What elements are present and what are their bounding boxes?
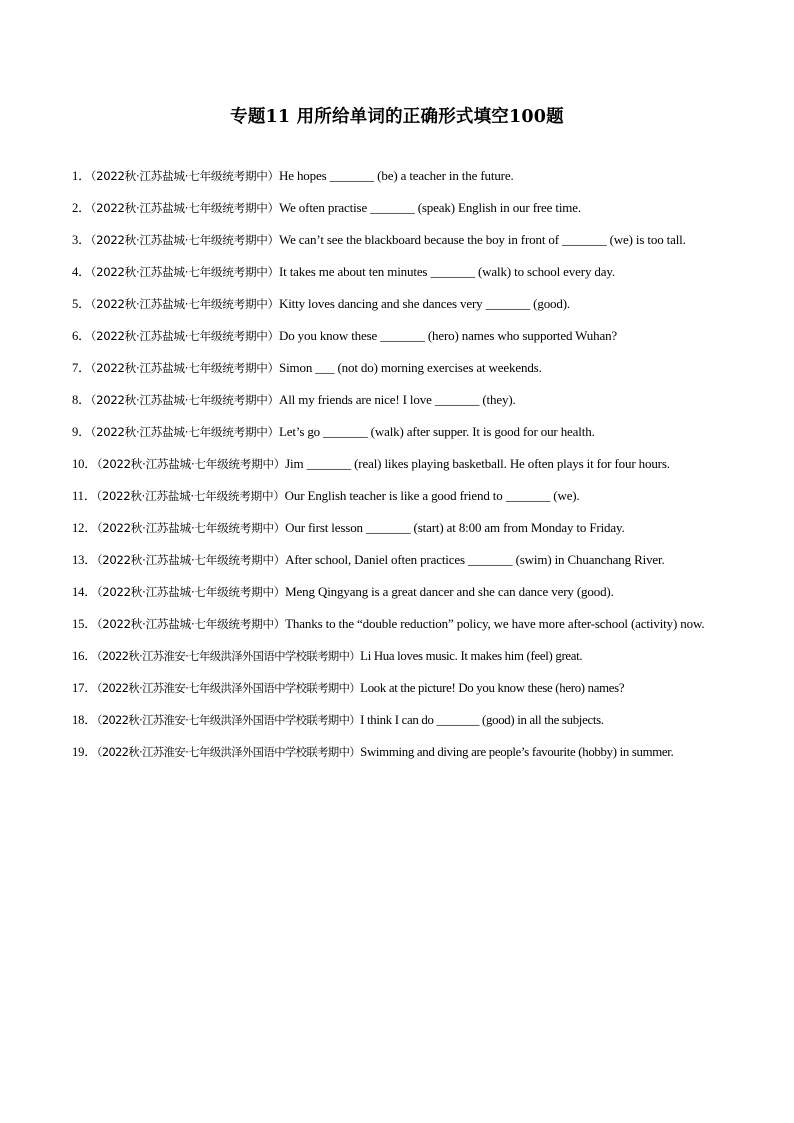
question-text: It takes me about ten minutes _______ (walk) to school every day.	[278, 264, 615, 279]
question-text: Our English teacher is like a good friend to _______ (we).	[284, 488, 580, 503]
question-text: Meng Qingyang is a great dancer and she can dance very (good).	[285, 584, 614, 599]
question-number: 17．	[72, 681, 97, 695]
question-item	[72, 192, 722, 224]
question-text: All my friends are nice! I love _______ (they).	[278, 392, 516, 407]
question-source: （2022秋·江苏盐城·七年级统考期中）	[96, 489, 285, 503]
question-source: （2022秋·江苏盐城·七年级统考期中）	[90, 233, 279, 247]
question-item	[72, 672, 722, 704]
question-number: 5．	[72, 297, 91, 311]
page-title: 专题11 用所给单词的正确形式填空100题	[230, 107, 564, 127]
question-item	[72, 576, 722, 608]
question-text: Let’s go _______ (walk) after supper. It is good for our health.	[278, 424, 595, 439]
question-number: 11．	[72, 489, 97, 503]
question-text: Jim _______ (real) likes playing basketball. He often plays it for four hours.	[285, 456, 670, 471]
question-number: 16．	[72, 649, 97, 663]
question-source: （2022秋·江苏盐城·七年级统考期中）	[90, 265, 279, 279]
question-item	[72, 384, 722, 416]
question-item	[72, 480, 722, 512]
question-source: （2022秋·江苏盐城·七年级统考期中）	[96, 585, 286, 599]
question-text: Kitty loves dancing and she dances very _______ (good).	[278, 296, 571, 311]
question-number: 19．	[72, 745, 97, 759]
question-text: Look at the picture! Do you know these (hero) names?	[360, 681, 625, 695]
question-item	[72, 160, 722, 192]
question-item	[72, 512, 722, 544]
question-number: 9．	[72, 425, 91, 439]
question-source: （2022秋·江苏盐城·七年级统考期中）	[90, 425, 279, 439]
question-item	[72, 736, 722, 768]
question-text: Our first lesson _______ (start) at 8:00 am from Monday to Friday.	[285, 520, 625, 535]
question-source: （2022秋·江苏盐城·七年级统考期中）	[96, 553, 286, 567]
question-text: After school, Daniel often practices _______ (swim) in Chuanchang River.	[285, 552, 665, 567]
question-source: （2022秋·江苏淮安·七年级洪泽外国语中学校联考期中）	[96, 650, 361, 663]
question-source: （2022秋·江苏盐城·七年级统考期中）	[90, 297, 279, 311]
question-item	[72, 704, 722, 736]
question-text: Do you know these _______ (hero) names who supported Wuhan?	[278, 328, 618, 343]
question-number: 6．	[72, 329, 91, 343]
question-number: 12．	[72, 521, 97, 535]
question-number: 10．	[72, 457, 97, 471]
question-text: I think I can do _______ (good) in all the subjects.	[360, 713, 604, 727]
question-item	[72, 640, 722, 672]
question-number: 1．	[72, 169, 91, 183]
question-source: （2022秋·江苏盐城·七年级统考期中）	[90, 329, 279, 343]
question-number: 4．	[72, 265, 91, 279]
question-number: 2．	[72, 201, 91, 215]
question-text: Swimming and diving are people’s favourite (hobby) in summer.	[360, 745, 674, 759]
question-item	[72, 544, 722, 576]
question-item	[72, 288, 722, 320]
question-number: 3．	[72, 233, 91, 247]
question-text: He hopes _______ (be) a teacher in the future.	[278, 168, 514, 183]
question-number: 13．	[72, 553, 97, 567]
question-number: 8．	[72, 393, 91, 407]
question-source: （2022秋·江苏淮安·七年级洪泽外国语中学校联考期中）	[96, 682, 361, 695]
question-item	[72, 448, 722, 480]
question-item	[72, 416, 722, 448]
question-item	[72, 352, 722, 384]
question-item	[72, 256, 722, 288]
question-text: Simon ___ (not do) morning exercises at weekends.	[278, 360, 542, 375]
question-text: We often practise _______ (speak) English in our free time.	[278, 200, 581, 215]
question-number: 14．	[72, 585, 97, 599]
question-source: （2022秋·江苏淮安·七年级洪泽外国语中学校联考期中）	[96, 746, 361, 759]
question-source: （2022秋·江苏盐城·七年级统考期中）	[96, 617, 286, 631]
question-source: （2022秋·江苏盐城·七年级统考期中）	[90, 169, 279, 183]
question-source: （2022秋·江苏淮安·七年级洪泽外国语中学校联考期中）	[96, 714, 361, 727]
question-source: （2022秋·江苏盐城·七年级统考期中）	[90, 393, 279, 407]
question-item	[72, 320, 722, 352]
question-number: 18．	[72, 713, 97, 727]
question-text: We can’t see the blackboard because the boy in front of _______ (we) is too tall.	[278, 232, 686, 247]
question-number: 15．	[72, 617, 97, 631]
question-source: （2022秋·江苏盐城·七年级统考期中）	[90, 201, 279, 215]
question-text: Thanks to the “double reduction” policy, we have more after-school (activity) now.	[285, 616, 705, 631]
question-number: 7．	[72, 361, 91, 375]
question-item	[72, 224, 722, 256]
question-list	[72, 160, 722, 768]
question-text: Li Hua loves music. It makes him (feel) great.	[360, 649, 583, 663]
question-item	[72, 608, 722, 640]
question-source: （2022秋·江苏盐城·七年级统考期中）	[96, 457, 286, 471]
question-source: （2022秋·江苏盐城·七年级统考期中）	[90, 361, 279, 375]
question-source: （2022秋·江苏盐城·七年级统考期中）	[96, 521, 286, 535]
